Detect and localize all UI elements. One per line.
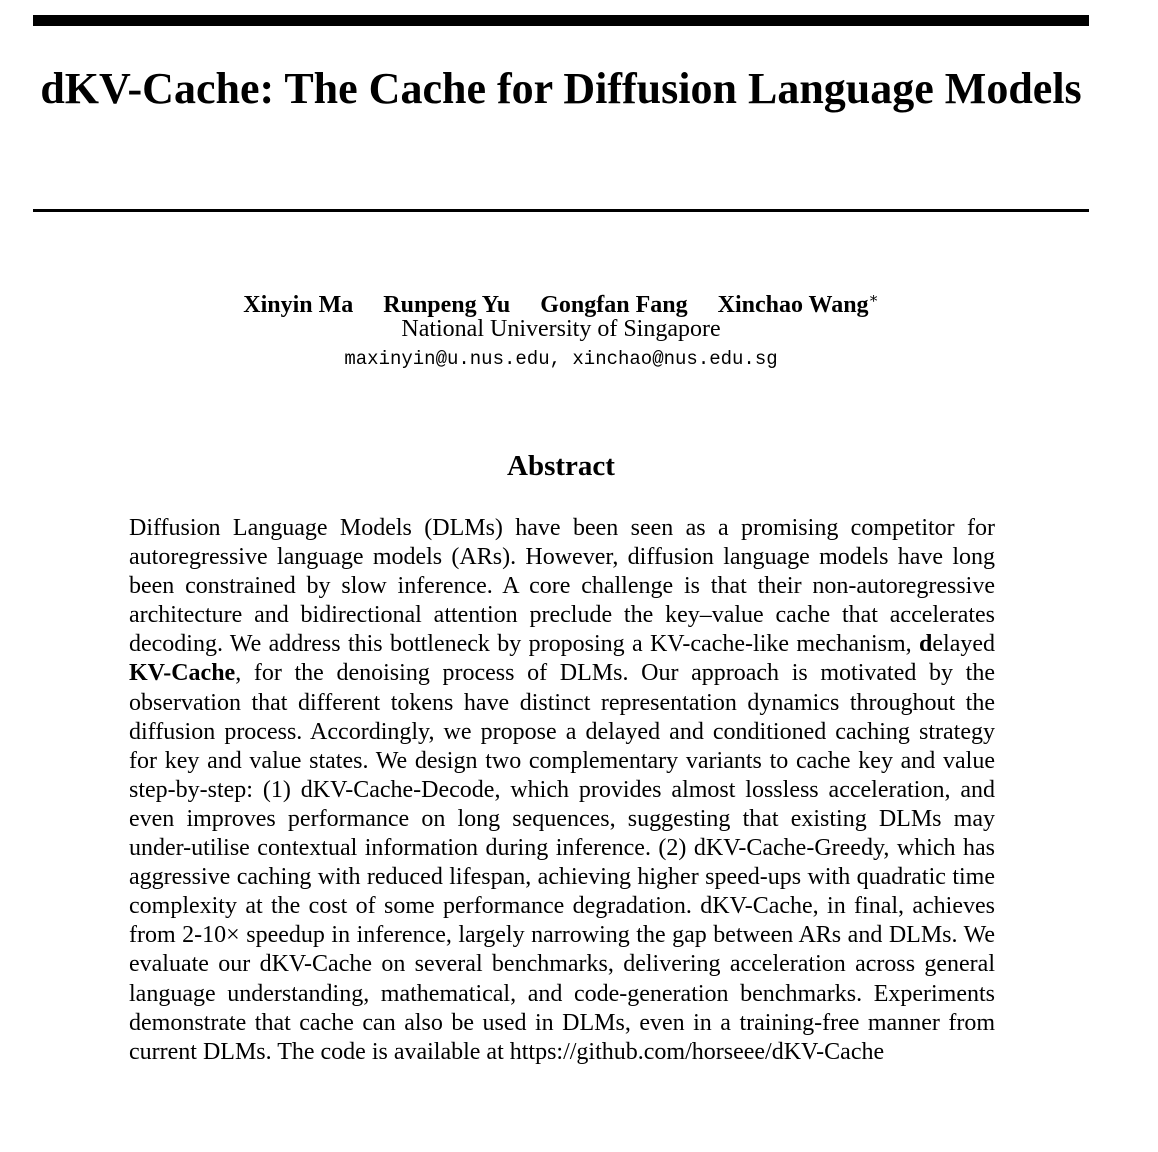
affiliation: National University of Singapore xyxy=(401,316,721,342)
abstract-bold-d: d xyxy=(919,631,933,658)
top-rule xyxy=(33,15,1089,26)
author-name: Gongfan Fang xyxy=(540,292,688,318)
author-name: Runpeng Yu xyxy=(383,292,511,318)
abstract-body xyxy=(129,514,995,1067)
abstract-bold-kv-cache: KV-Cache xyxy=(129,660,236,687)
abstract-text-3: , for the denoising process of DLMs. Our approach is motivated by the observation that different tokens have distinct representation dynamics throughout the diffusion process. Accordingly, we propose a delayed and conditioned caching strategy for key and value states. We design two complementary variants to cache key and value step-by-step: (1) dKV-Cache-Decode, which provides almost lossless acceleration, and even improves performance on long sequences, suggesting that existing DLMs may under-utilise contextual information during inference. (2) dKV-Cache-Greedy, which has aggressive caching with reduced lifespan, achieving higher speed-ups with quadratic time complexity at the cost of some performance degradation. dKV-Cache, in final, achieves from 2-10× speedup in inference, largely narrowing the gap between ARs and DLMs. We evaluate our dKV-Cache on several benchmarks, delivering acceleration across general language understanding, mathematical, and code-generation benchmarks. Experiments demonstrate that cache can also be used in DLMs, even in a training-free manner from current DLMs. The code is available at https://github.com/horseee/dKV-Cache xyxy=(129,660,995,1065)
author-name: Xinyin Ma xyxy=(243,292,354,318)
title-bottom-rule xyxy=(33,209,1089,212)
paper-title: dKV-Cache: The Cache for Diffusion Language Models xyxy=(40,64,1082,113)
corresponding-author-mark: ∗ xyxy=(868,291,879,307)
abstract-heading: Abstract xyxy=(507,450,615,482)
abstract-text-2: elayed xyxy=(932,631,995,658)
author-name: Xinchao Wang xyxy=(717,292,869,318)
abstract-text-1: Diffusion Language Models (DLMs) have been seen as a promising competitor for autoregressive language models (ARs). However, diffusion language models have long been constrained by slow inference. A core challenge is that their non-autoregressive architecture and bidirectional attention preclude the key–value cache that accelerates decoding. We address this bottleneck by proposing a KV-cache-like mechanism, xyxy=(129,515,995,658)
author-emails: maxinyin@u.nus.edu, xinchao@nus.edu.sg xyxy=(344,348,778,370)
